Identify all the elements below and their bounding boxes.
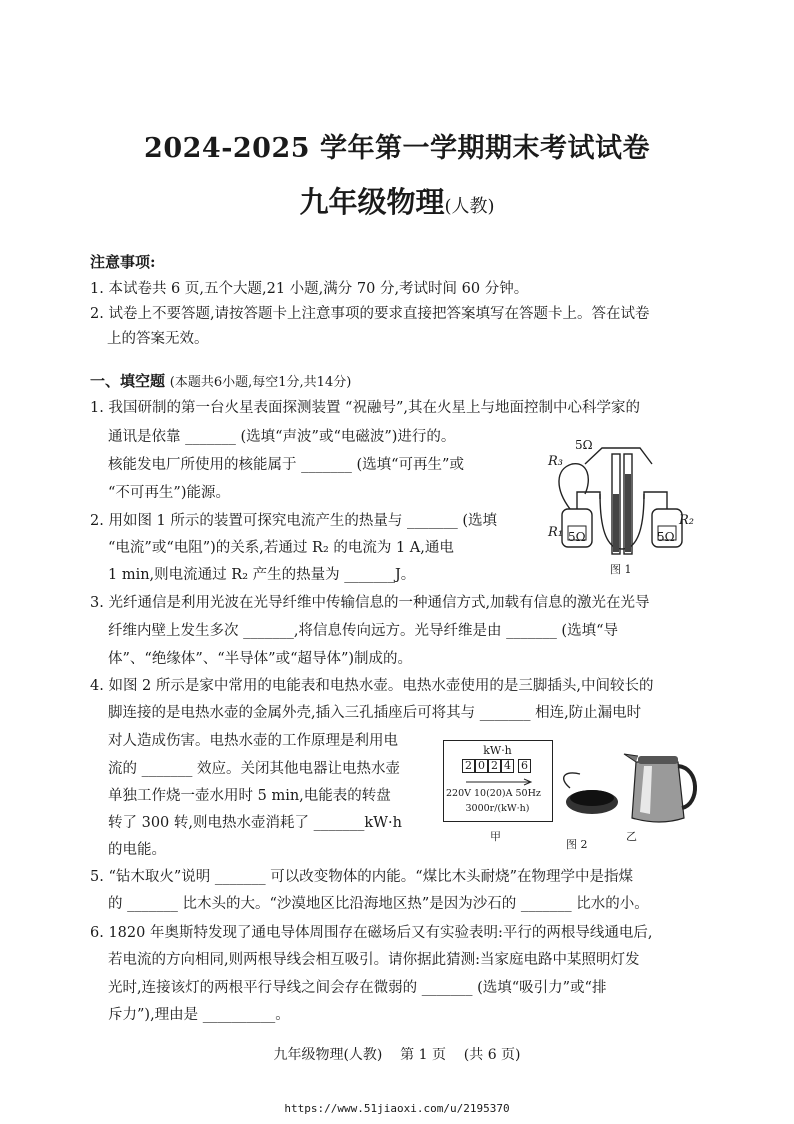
u-tube-liquid-left: [613, 494, 619, 552]
kettle-body: [632, 762, 684, 822]
meter-digit: 2: [462, 759, 475, 773]
question-line: 光时,连接该灯的两根平行导线之间会存在微弱的 _______ (选填“吸引力”或“排: [108, 980, 607, 996]
exam-title: 2024-2025 学年第一学期期末考试试卷: [144, 133, 650, 164]
fig1-top-resistance: 5Ω: [575, 438, 593, 452]
meter-spec-1: 220V 10(20)A 50Hz: [446, 788, 541, 799]
fig1-left-resistance: 5Ω: [568, 530, 586, 544]
meter-digit: 0: [475, 759, 488, 773]
question-line: 1. 我国研制的第一台火星表面探测装置 “祝融号”,其在火星上与地面控制中心科学家的: [90, 400, 640, 416]
watermark-url[interactable]: https://www.51jiaoxi.com/u/2195370: [284, 1102, 510, 1115]
fig1-right-resistance: 5Ω: [657, 530, 675, 544]
question-line: 纤维内壁上发生多次 _______,将信息传向远方。光导纤维是由 _______ (选填“导: [108, 623, 619, 639]
kettle-lid: [638, 756, 678, 764]
question-line: 脚连接的是电热水壶的金属外壳,插入三孔插座后可将其与 _______ 相连,防止漏电时: [108, 705, 642, 721]
question-line: “电流”或“电阻”)的关系,若通过 R₂ 的电流为 1 A,通电: [108, 540, 454, 556]
fig1-r2-label: R₂: [679, 513, 694, 528]
page-footer: 九年级物理(人教) 第 1 页 (共 6 页): [273, 1047, 521, 1063]
question-line: 斥力”),理由是 __________。: [108, 1007, 290, 1023]
subject-title: [0, 180, 794, 221]
question-line: 对人造成伤害。电热水壶的工作原理是利用电: [108, 733, 398, 749]
fig1-r1-label: R₁: [548, 525, 563, 540]
energy-meter: [443, 740, 553, 822]
question-line: 流的 _______ 效应。关闭其他电器让电热水壶: [108, 761, 400, 777]
kettle-cord: [564, 773, 580, 788]
question-line: 4. 如图 2 所示是家中常用的电能表和电热水壶。电热水壶使用的是三脚插头,中间较长的: [90, 678, 654, 694]
electric-kettle: [560, 748, 700, 832]
question-line: 3. 光纤通信是利用光波在光导纤维中传输信息的一种通信方式,加载有信息的激光在光导: [90, 595, 650, 611]
r3-loop: [559, 464, 588, 509]
u-tube-bottom: [600, 494, 644, 549]
question-line: 通讯是依靠 _______ (选填“声波”或“电磁波”)进行的。: [108, 429, 456, 445]
fig2-label-b: 乙: [626, 830, 637, 843]
notice-item: 2. 试卷上不要答题,请按答题卡上注意事项的要求直接把答案填写在答题卡上。答在试卷: [90, 306, 650, 322]
fig1-caption: 图 1: [610, 563, 632, 576]
meter-spec-2: 3000r/(kW·h): [465, 803, 530, 814]
question-line: 的 _______ 比木头的大。“沙漠地区比沿海地区热”是因为沙石的 _______ 比水的小。: [108, 896, 649, 912]
section-note: (本题共6小题,每空1分,共14分): [169, 375, 352, 390]
left-connector: [577, 492, 600, 509]
right-connector: [644, 492, 667, 509]
fig1-r3-label: R₃: [548, 454, 563, 469]
edition-label: (人教): [444, 196, 495, 217]
notice-item: 上的答案无效。: [107, 331, 209, 347]
fig2-caption: 图 2: [566, 838, 588, 851]
fig2-label-a: 甲: [490, 830, 501, 843]
question-line: 1 min,则电流通过 R₂ 产生的热量为 _______J。: [108, 567, 416, 583]
question-line: 的电能。: [108, 842, 166, 858]
kettle-spout: [624, 754, 638, 762]
meter-dial-arrow: [464, 777, 534, 787]
question-line: 核能发电厂所使用的核能属于 _______ (选填“可再生”或: [108, 457, 464, 473]
question-line: 转了 300 转,则电热水壶消耗了 _______kW·h: [108, 815, 402, 831]
section-heading: [90, 370, 351, 391]
subject-name: 九年级物理: [299, 185, 445, 219]
notice-item: 1. 本试卷共 6 页,五个大题,21 小题,满分 70 分,考试时间 60 分钟。: [90, 281, 529, 297]
question-line: 体”、“绝缘体”、“半导体”或“超导体”)制成的。: [108, 651, 413, 667]
u-tube-liquid-right: [625, 474, 631, 552]
meter-digit: 4: [501, 759, 514, 773]
question-line: 若电流的方向相同,则两根导线会相互吸引。请你据此猜测:当家庭电路中某照明灯发: [108, 952, 640, 968]
meter-digit: 2: [488, 759, 501, 773]
question-line: 5. “钻木取火”说明 _______ 可以改变物体的内能。“煤比木头耐烧”在物理学中是指煤: [90, 869, 634, 885]
section-title: 一、填空题: [90, 372, 166, 390]
question-line: 6. 1820 年奥斯特发现了通电导体周围存在磁场后又有实验表明:平行的两根导线通电后,: [90, 925, 653, 941]
meter-digit-decimal: 6: [518, 759, 531, 773]
meter-digits: [462, 759, 531, 773]
notice-heading: 注意事项:: [90, 253, 156, 271]
question-line: 2. 用如图 1 所示的装置可探究电流产生的热量与 _______ (选填: [90, 513, 498, 529]
question-line: 单独工作烧一壶水用时 5 min,电能表的转盘: [108, 788, 391, 804]
meter-unit: kW·h: [483, 744, 512, 757]
question-line: “不可再生”)能源。: [108, 485, 230, 501]
kettle-base-top: [570, 790, 614, 806]
top-wire: [585, 448, 652, 464]
